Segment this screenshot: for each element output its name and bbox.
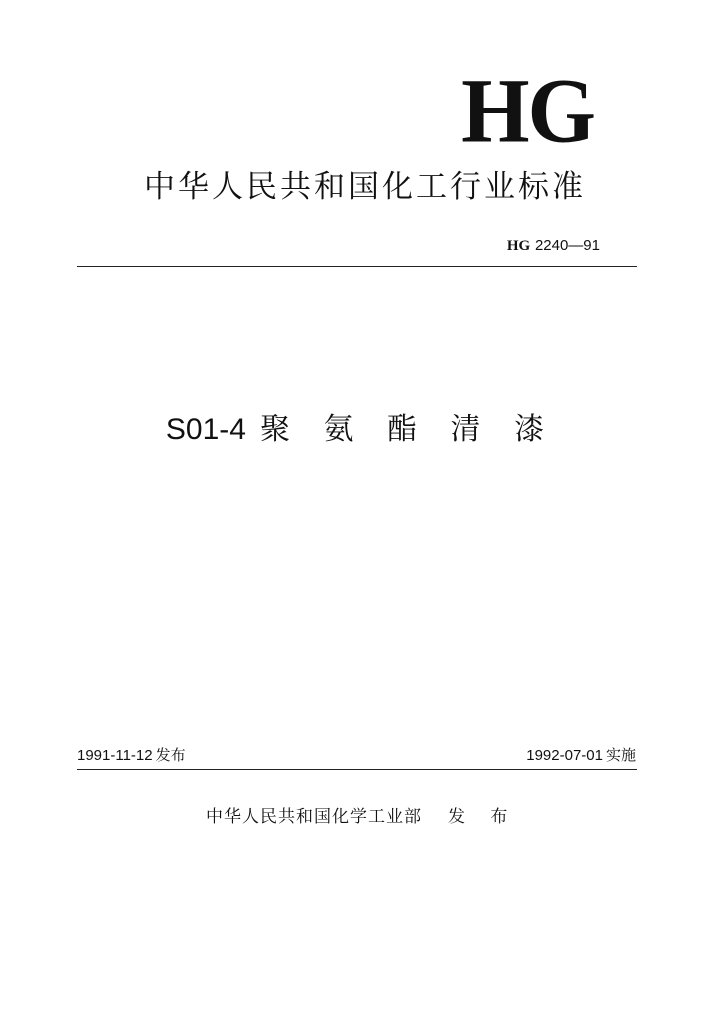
product-name: 聚 氨 酯 清 漆 — [259, 412, 557, 447]
standard-category-title: 中华人民共和国化工行业标准 — [144, 169, 586, 205]
effective-date: 1992-07-01 — [526, 747, 603, 764]
publisher-line — [206, 809, 517, 826]
issue-date: 1991-11-12 — [77, 747, 153, 764]
document-title — [0, 412, 724, 447]
standard-code-number: 2240—91 — [534, 237, 600, 254]
standard-code — [507, 238, 600, 254]
effective-label: 实施 — [605, 746, 636, 764]
standard-code-prefix: HG — [506, 238, 531, 254]
issue-label: 发布 — [155, 746, 186, 764]
product-code: S01-4 — [165, 413, 246, 446]
hg-logo: HG — [461, 60, 594, 163]
publish-action: 发 布 — [448, 807, 518, 827]
issue-date-block — [77, 748, 186, 763]
top-divider — [77, 266, 637, 267]
bottom-divider — [77, 769, 637, 770]
effective-date-block — [526, 748, 636, 763]
publisher-name: 中华人民共和国化学工业部 — [206, 807, 422, 827]
